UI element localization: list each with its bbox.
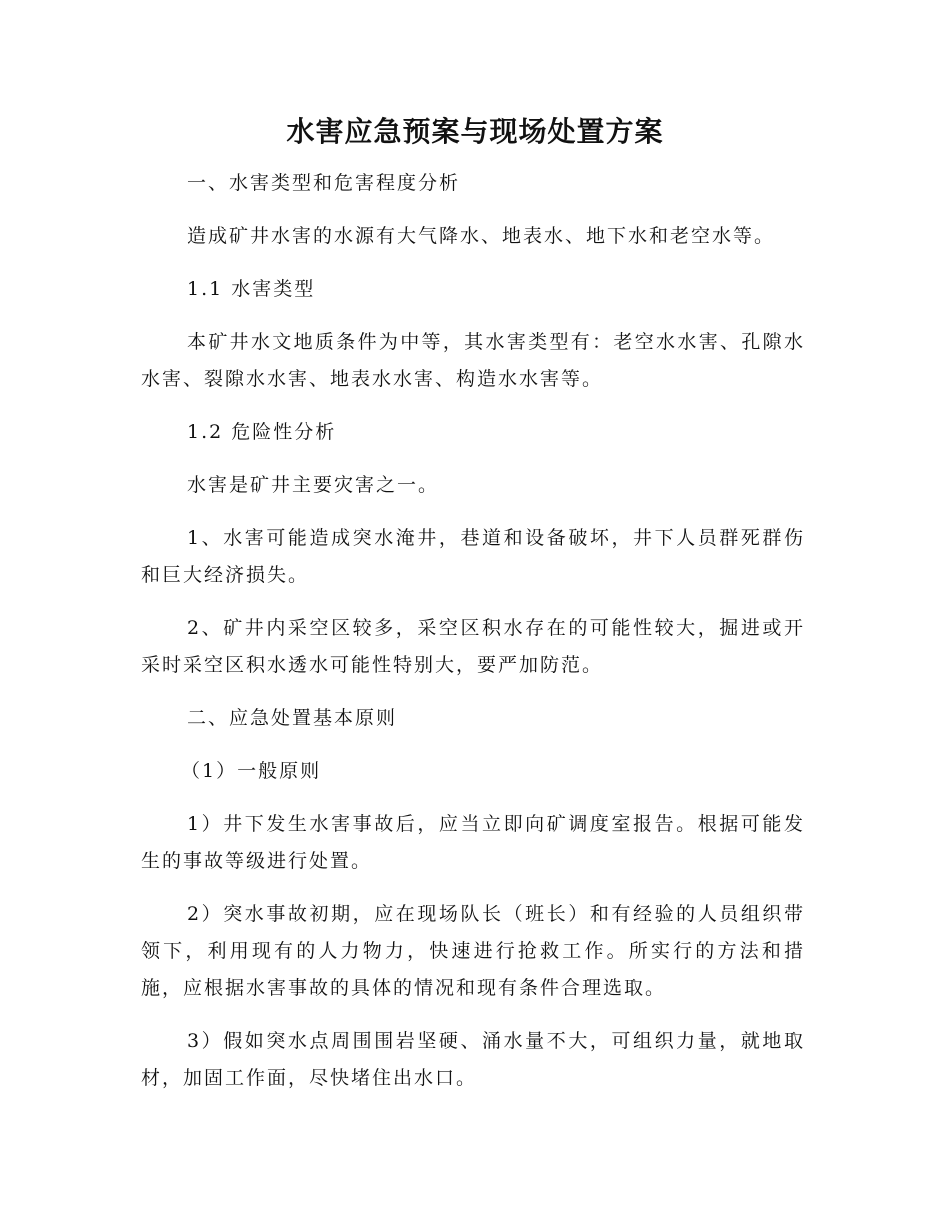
body-paragraph: 造成矿井水害的水源有大气降水、地表水、地下水和老空水等。: [187, 225, 776, 247]
body-paragraph: 水害是矿井主要灾害之一。: [187, 474, 440, 496]
section-heading: 一、水害类型和危害程度分析: [187, 172, 461, 194]
numbered-paragraph: 1）井下发生水害事故后，应当立即向矿调度室报告。根据可能发生的事故等级进行处置。: [141, 813, 805, 872]
numbered-paragraph: 3）假如突水点周围围岩坚硬、涌水量不大，可组织力量，就地取材，加固工作面，尽快堵住出水口。: [141, 1030, 805, 1089]
numbered-paragraph: 2、矿井内采空区较多，采空区积水存在的可能性较大，掘进或开采时采空区积水透水可能性特别大，要严加防范。: [141, 617, 805, 676]
numbered-paragraph: 1、水害可能造成突水淹井，巷道和设备破坏，井下人员群死群伤和巨大经济损失。: [141, 527, 805, 586]
subsection-heading: 1.2 危险性分析: [187, 421, 337, 443]
numbered-paragraph: 2）突水事故初期，应在现场队长（班长）和有经验的人员组织带领下，利用现有的人力物力，快速进行抢救工作。所实行的方法和措施，应根据水害事故的具体的情况和现有条件合理选取。: [141, 903, 805, 999]
document-title: 水害应急预案与现场处置方案: [286, 115, 664, 148]
body-paragraph: 本矿井水文地质条件为中等，其水害类型有：老空水水害、孔隙水水害、裂隙水水害、地表水水害、构造水水害等。: [141, 331, 805, 390]
section-heading: 二、应急处置基本原则: [187, 707, 398, 729]
subsection-heading: 1.1 水害类型: [187, 278, 316, 300]
subsection-heading: （1）一般原则: [181, 760, 322, 782]
document-body: [141, 165, 805, 1113]
